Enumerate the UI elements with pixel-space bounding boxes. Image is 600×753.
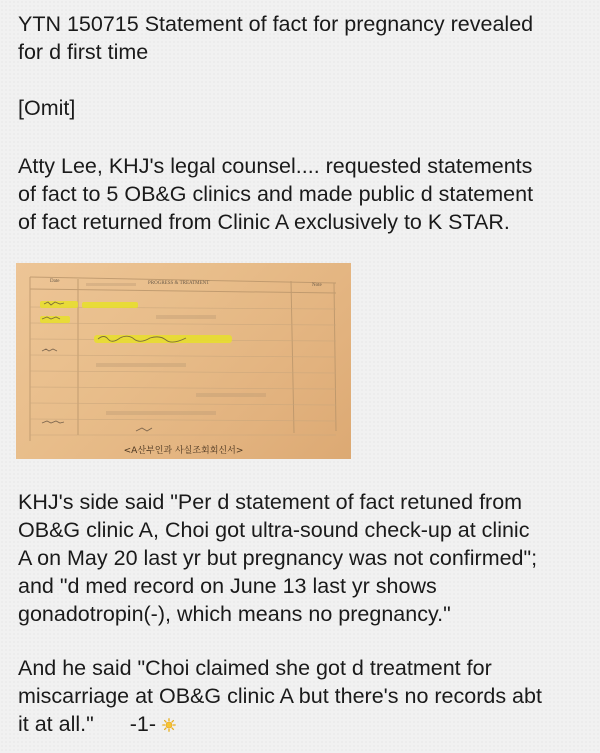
- khj-line: A on May 20 last yr but pregnancy was not confirmed";: [18, 546, 538, 570]
- khj-line: OB&G clinic A, Choi got ultra-sound check-up at clinic: [18, 518, 530, 542]
- record-header-note: Note: [312, 283, 322, 288]
- closing-line-last: [18, 710, 590, 738]
- headline-line: for d first time: [18, 40, 149, 64]
- headline-line: YTN 150715 Statement of fact for pregnancy revealed: [18, 12, 534, 36]
- omit-note: [Omit]: [18, 96, 76, 120]
- closing-line: miscarriage at OB&G clinic A but there's no records abt: [18, 684, 542, 708]
- closing-paragraph: [18, 654, 590, 738]
- photo-caption: <A산부인과 사실조회회신서>: [123, 446, 244, 456]
- headline: [18, 10, 590, 66]
- intro-paragraph: [18, 152, 590, 236]
- closing-line: it at all.": [18, 712, 94, 736]
- record-header-progress: PROGRESS & TREATMENT: [148, 281, 210, 286]
- khj-line: KHJ's side said "Per d statement of fact retuned from: [18, 490, 523, 514]
- medical-record-photo: [16, 263, 351, 459]
- closing-line: And he said "Choi claimed she got d treatment for: [18, 656, 492, 680]
- khj-statement-paragraph: [18, 488, 590, 628]
- intro-line: Atty Lee, KHJ's legal counsel.... requested statements: [18, 154, 533, 178]
- khj-line: gonadotropin(-), which means no pregnancy.": [18, 602, 451, 626]
- khj-line: and "d med record on June 13 last yr shows: [18, 574, 437, 598]
- sun-icon: [162, 718, 176, 732]
- intro-line: of fact returned from Clinic A exclusively to K STAR.: [18, 210, 510, 234]
- record-header-date: Date: [50, 279, 60, 284]
- intro-line: of fact to 5 OB&G clinics and made public d statement: [18, 182, 534, 206]
- record-table-graphic: [16, 263, 351, 459]
- page-number: -1-: [129, 712, 157, 736]
